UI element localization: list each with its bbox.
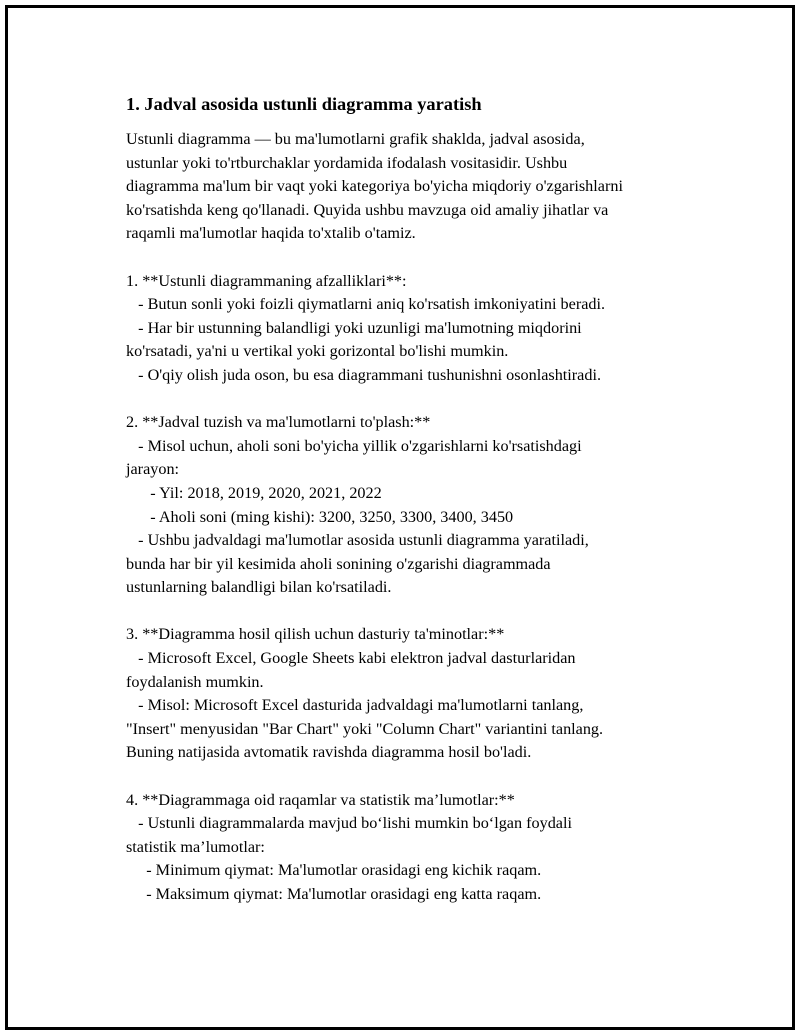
page-frame xyxy=(5,5,795,1030)
list-item: - Misol: Microsoft Excel dasturida jadvaldagi ma'lumotlarni tanlang, xyxy=(126,696,584,715)
list-item: - Misol uchun, aholi soni bo'yicha yillik o'zgarishlarni ko'rsatishdagi xyxy=(126,436,582,455)
section-heading: 2. **Jadval tuzish va ma'lumotlarni to'plash:** xyxy=(126,413,431,432)
section-advantages xyxy=(121,270,721,388)
list-item: - Aholi soni (ming kishi): 3200, 3250, 3300, 3400, 3450 xyxy=(126,507,514,526)
spacer xyxy=(121,765,721,789)
text-line: diagramma ma'lum bir vaqt yoki kategoriya bo'yicha miqdoriy o'zgarishlarni xyxy=(126,177,623,196)
document-title: 1. Jadval asosida ustunli diagramma yaratish xyxy=(126,94,482,114)
list-item: - Butun sonli yoki foizli qiymatlarni aniq ko'rsatish imkoniyatini beradi. xyxy=(126,295,606,314)
list-item: - Har bir ustunning balandligi yoki uzunligi ma'lumotning miqdorini xyxy=(126,318,582,337)
section-heading: 4. **Diagrammaga oid raqamlar va statistik ma’lumotlar:** xyxy=(126,790,515,809)
list-item: - Yil: 2018, 2019, 2020, 2021, 2022 xyxy=(126,483,382,502)
list-item: - Microsoft Excel, Google Sheets kabi elektron jadval dasturlaridan xyxy=(126,649,576,668)
text-line: ko'rsatishda keng qo'llanadi. Quyida ushbu mavzuga oid amaliy jihatlar va xyxy=(126,200,609,219)
list-item: - Minimum qiymat: Ma'lumotlar orasidagi eng kichik raqam. xyxy=(126,861,542,880)
section-software xyxy=(121,623,721,765)
text-line: "Insert" menyusidan "Bar Chart" yoki "Column Chart" variantini tanlang. xyxy=(126,719,604,738)
text-line: bunda har bir yil kesimida aholi sonining o'zgarishi diagrammada xyxy=(126,554,551,573)
spacer xyxy=(121,600,721,624)
spacer xyxy=(121,388,721,412)
text-line: ustunlar yoki to'rtburchaklar yordamida ifodalash vositasidir. Ushbu xyxy=(126,153,568,172)
text-line: ustunlarning balandligi bilan ko'rsatiladi. xyxy=(126,578,392,597)
list-item: - Ustunli diagrammalarda mavjud bo‘lishi mumkin bo‘lgan foydali xyxy=(126,814,572,833)
text-line: foydalanish mumkin. xyxy=(126,672,264,691)
section-table-data xyxy=(121,411,721,600)
document-body xyxy=(121,92,721,907)
list-item: - Maksimum qiymat: Ma'lumotlar orasidagi eng katta raqam. xyxy=(126,885,542,903)
text-line: Buning natijasida avtomatik ravishda diagramma hosil bo'ladi. xyxy=(126,743,532,762)
text-line: Ustunli diagramma — bu ma'lumotlarni grafik shaklda, jadval asosida, xyxy=(126,130,585,148)
text-line: statistik ma’lumotlar: xyxy=(126,837,265,856)
section-heading: 1. **Ustunli diagrammaning afzalliklari**: xyxy=(126,271,407,290)
text-line: raqamli ma'lumotlar haqida to'xtalib o'tamiz. xyxy=(126,224,416,243)
section-statistics xyxy=(121,789,721,907)
text-line: ko'rsatadi, ya'ni u vertikal yoki gorizontal bo'lishi mumkin. xyxy=(126,342,509,361)
intro-paragraph xyxy=(121,128,721,246)
list-item: - Ushbu jadvaldagi ma'lumotlar asosida ustunli diagramma yaratiladi, xyxy=(126,531,589,550)
text-line: jarayon: xyxy=(126,460,180,479)
list-item: - O'qiy olish juda oson, bu esa diagrammani tushunishni osonlashtiradi. xyxy=(126,365,602,384)
spacer xyxy=(121,246,721,270)
section-heading: 3. **Diagramma hosil qilish uchun dasturiy ta'minotlar:** xyxy=(126,625,505,644)
